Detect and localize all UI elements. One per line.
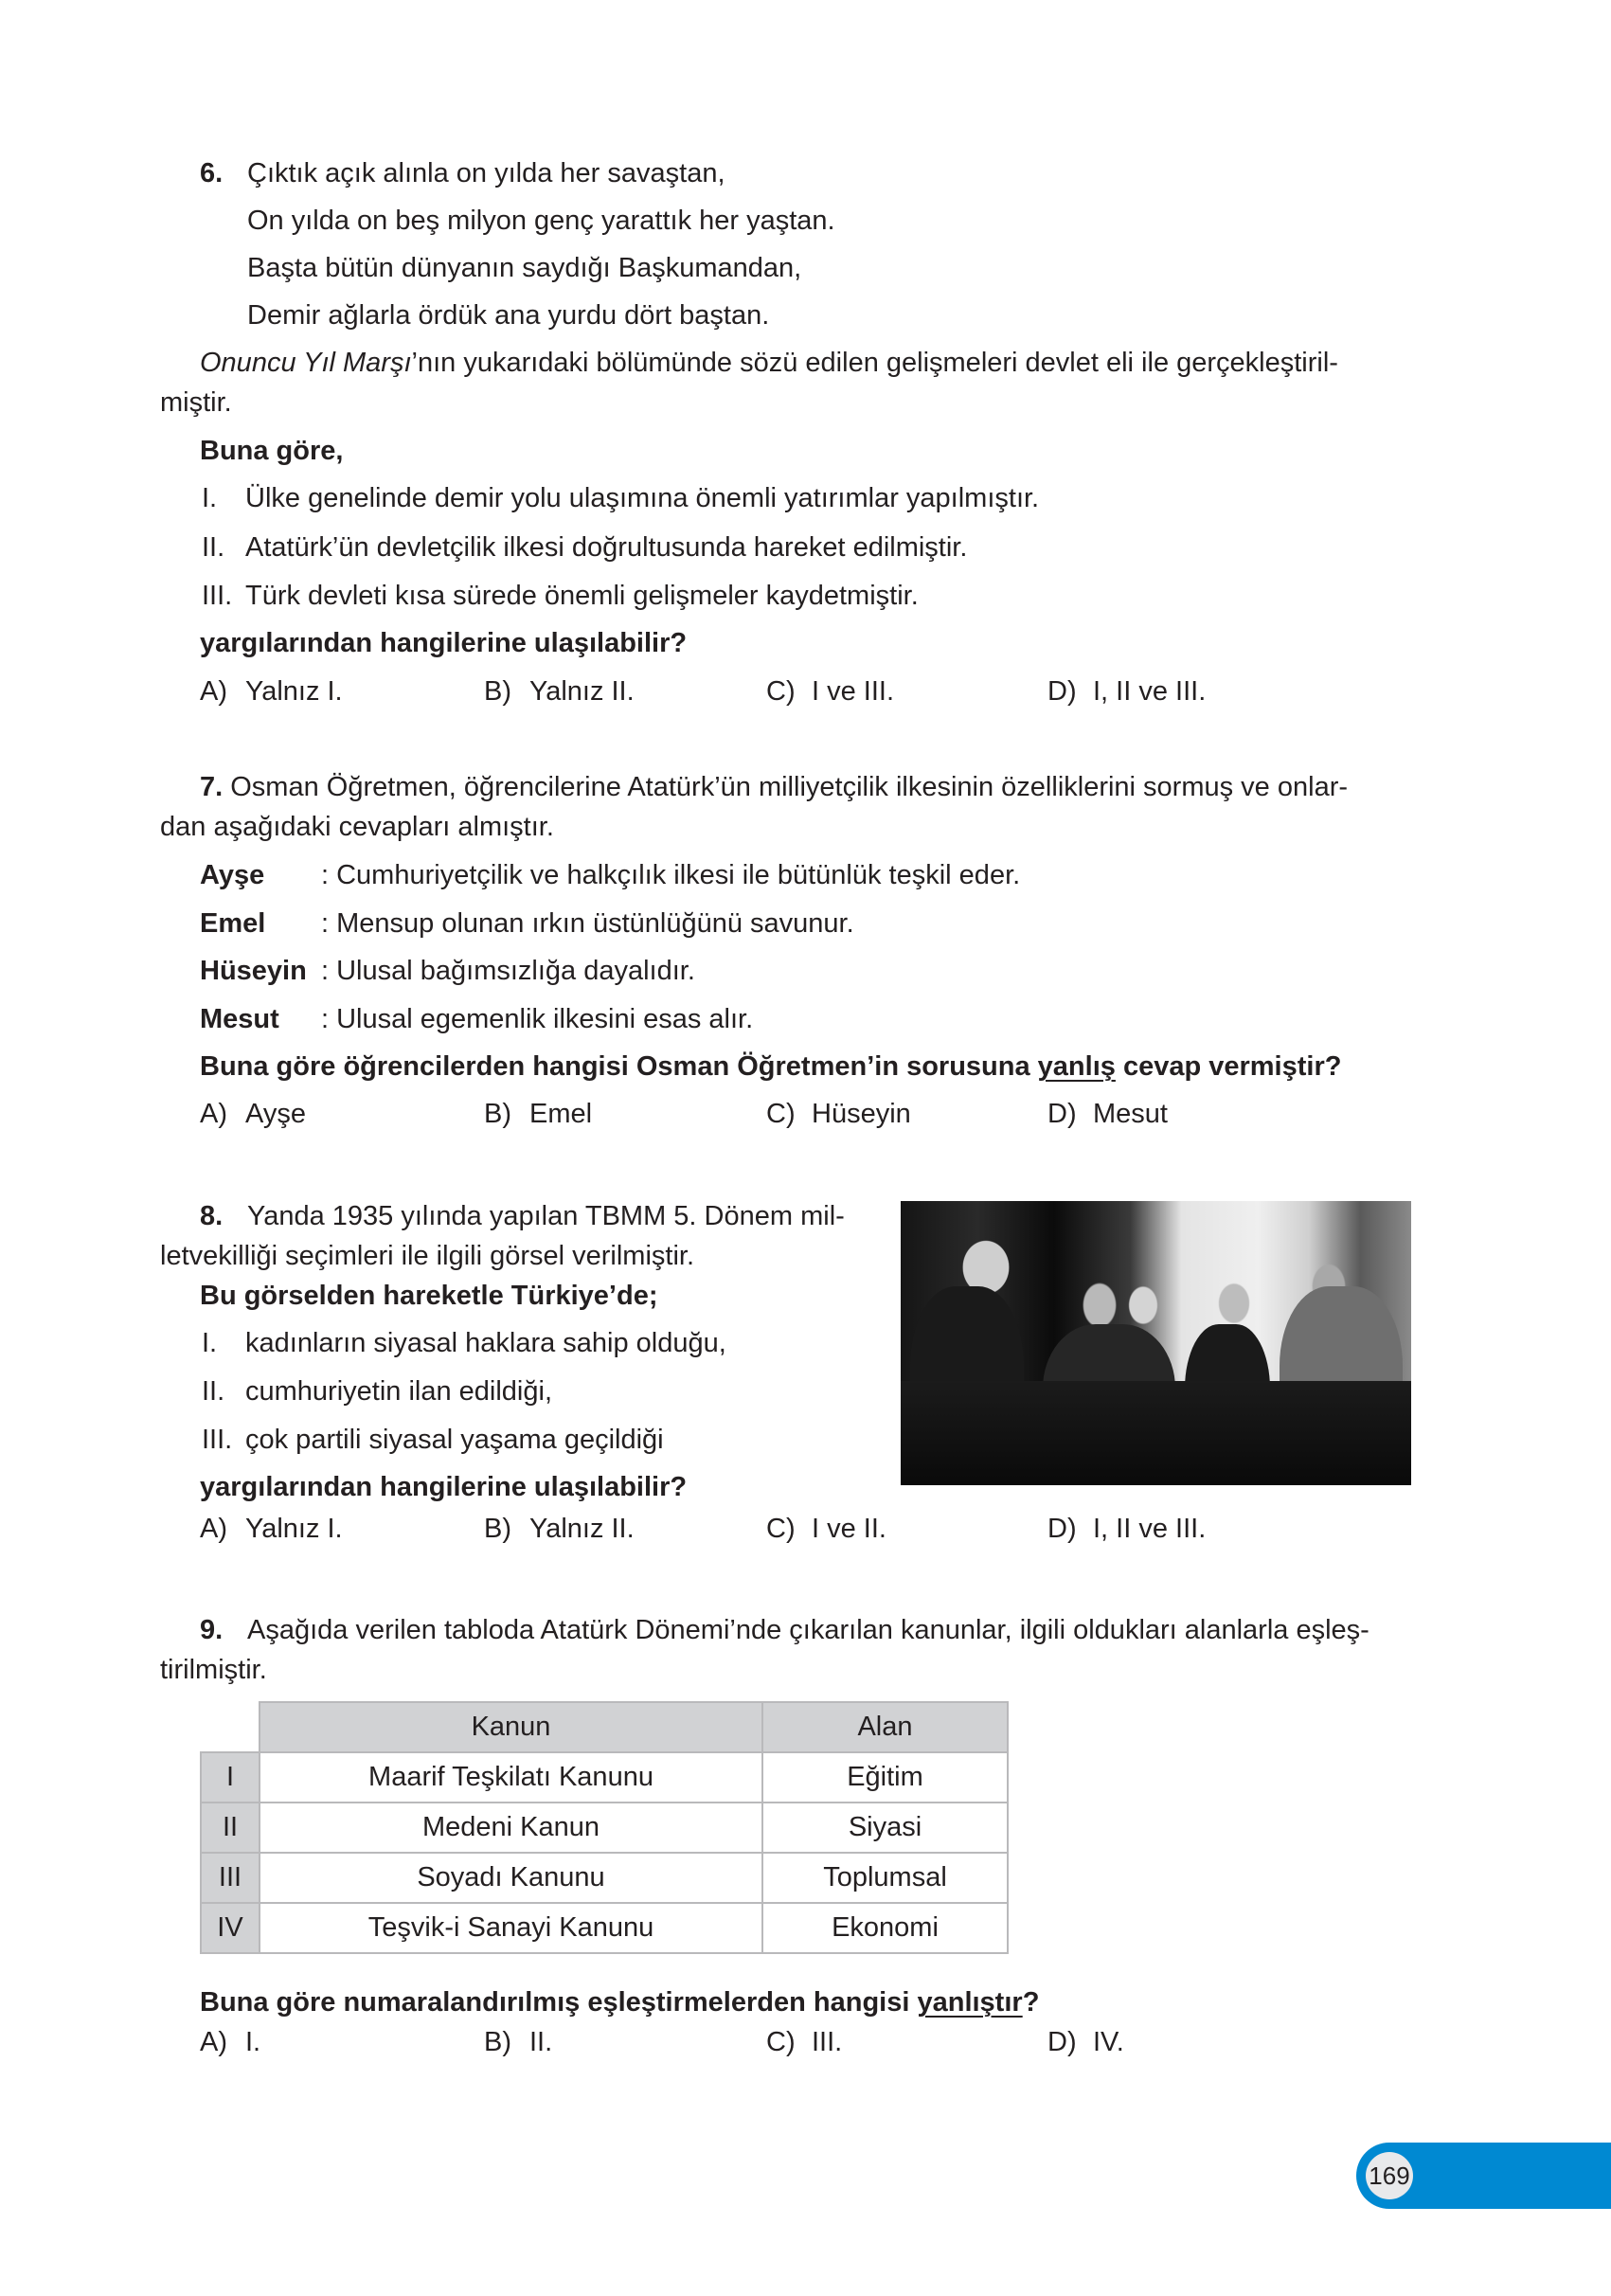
q9-question: Buna göre numaralandırılmış eşleştirmelerden hangisi yanlıştır? [200, 1987, 1040, 2018]
q8-statement-3: III. çok partili siyasal yaşama geçildiği [202, 1425, 664, 1455]
q6-poem-line-2: On yılda on beş milyon genç yarattık her yaştan. [247, 206, 835, 236]
q8-statement-1: I. kadınların siyasal haklara sahip olduğu, [202, 1328, 726, 1358]
q7-option-b[interactable]: B) Emel [484, 1099, 593, 1129]
q7-answer-emel: Emel : Mensup olunan ırkın üstünlüğünü savunur. [200, 908, 854, 939]
q6-option-c[interactable]: C) I ve III. [766, 676, 895, 707]
row-number: I [201, 1752, 260, 1803]
q8-option-d[interactable]: D) I, II ve III. [1047, 1514, 1207, 1544]
q9-option-c[interactable]: C) III. [766, 2027, 843, 2057]
q8-intro-line-1: 8. Yanda 1935 yılında yapılan TBMM 5. Dönem mil- [200, 1201, 845, 1231]
q7-intro-line-1: 7. Osman Öğretmen, öğrencilerine Atatürk’ün milliyetçilik ilkesinin özelliklerini sormuş ve onlar- [200, 772, 1349, 802]
q9-intro-line-1: 9. Aşağıda verilen tabloda Atatürk Dönemi’nde çıkarılan kanunlar, ilgili oldukları alanlarla eşleş- [200, 1615, 1369, 1645]
kanun-cell: Maarif Teşkilatı Kanunu [260, 1752, 762, 1803]
q8-question: yargılarından hangilerine ulaşılabilir? [200, 1472, 688, 1502]
row-number: IV [201, 1903, 260, 1953]
table-header-row [201, 1702, 1008, 1752]
q9-option-b[interactable]: B) II. [484, 2027, 553, 2057]
kanun-cell: Soyadı Kanunu [260, 1853, 762, 1903]
kanun-cell: Teşvik-i Sanayi Kanunu [260, 1903, 762, 1953]
q8-lead: Bu görselden hareketle Türkiye’de; [200, 1281, 658, 1311]
q6-intro-line-2: miştir. [160, 387, 232, 418]
column-header-alan: Alan [762, 1702, 1008, 1752]
q6-statement-3: III. Türk devleti kısa sürede önemli gelişmeler kaydetmiştir. [202, 581, 919, 611]
row-number: III [201, 1853, 260, 1903]
alan-cell: Ekonomi [762, 1903, 1008, 1953]
alan-cell: Siyasi [762, 1803, 1008, 1853]
q9-intro-line-2: tirilmiştir. [160, 1655, 267, 1685]
q6-option-d[interactable]: D) I, II ve III. [1047, 676, 1207, 707]
q6-statement-2: II. Atatürk’ün devletçilik ilkesi doğrultusunda hareket edilmiştir. [202, 532, 968, 563]
q8-option-b[interactable]: B) Yalnız II. [484, 1514, 635, 1544]
table-row [201, 1803, 1008, 1853]
column-header-kanun: Kanun [260, 1702, 762, 1752]
q8-option-c[interactable]: C) I ve II. [766, 1514, 886, 1544]
q8-option-a[interactable]: A) Yalnız I. [200, 1514, 343, 1544]
q7-option-d[interactable]: D) Mesut [1047, 1099, 1168, 1129]
q6-question: yargılarından hangilerine ulaşılabilir? [200, 628, 688, 658]
q8-intro-line-2: letvekilliği seçimleri ile ilgili görsel verilmiştir. [160, 1241, 695, 1271]
row-number: II [201, 1803, 260, 1853]
q6-song-title: Onuncu Yıl Marşı [200, 348, 412, 378]
q6-poem-line-1: 6. Çıktık açık alınla on yılda her savaştan, [200, 158, 725, 188]
q6-poem-line-3: Başta bütün dünyanın saydığı Başkumandan, [247, 253, 802, 283]
q9-option-d[interactable]: D) IV. [1047, 2027, 1124, 2057]
q6-option-a[interactable]: A) Yalnız I. [200, 676, 343, 707]
laws-table [200, 1701, 1009, 1954]
table-corner [201, 1702, 260, 1752]
alan-cell: Eğitim [762, 1752, 1008, 1803]
q7-option-c[interactable]: C) Hüseyin [766, 1099, 911, 1129]
q7-answer-huseyin: Hüseyin : Ulusal bağımsızlığa dayalıdır. [200, 956, 695, 986]
q7-answer-mesut: Mesut : Ulusal egemenlik ilkesini esas alır. [200, 1004, 754, 1034]
table-row [201, 1853, 1008, 1903]
q7-answer-ayse: Ayşe : Cumhuriyetçilik ve halkçılık ilkesi ile bütünlük teşkil eder. [200, 860, 1021, 890]
election-photo [901, 1201, 1411, 1485]
page-number: 169 [1366, 2152, 1413, 2199]
q6-intro-line-1: Onuncu Yıl Marşı’nın yukarıdaki bölümünde sözü edilen gelişmeleri devlet eli ile gerçekleştiril- [200, 348, 1338, 378]
q9-underlined-word: yanlıştır [917, 1987, 1023, 2018]
q7-number: 7. [200, 772, 224, 802]
table-row [201, 1903, 1008, 1953]
table-row [201, 1752, 1008, 1803]
alan-cell: Toplumsal [762, 1853, 1008, 1903]
q6-option-b[interactable]: B) Yalnız II. [484, 676, 635, 707]
q6-lead: Buna göre, [200, 436, 344, 466]
q9-number: 9. [200, 1615, 224, 1645]
q7-intro-line-2: dan aşağıdaki cevapları almıştır. [160, 812, 554, 842]
ballot-table [901, 1381, 1411, 1485]
q8-statement-2: II. cumhuriyetin ilan edildiği, [202, 1376, 552, 1407]
q7-underlined-word: yanlış [1037, 1051, 1116, 1082]
q6-number: 6. [200, 158, 224, 188]
q6-poem-line-4: Demir ağlarla ördük ana yurdu dört baştan. [247, 300, 770, 331]
q6-statement-1: I. Ülke genelinde demir yolu ulaşımına önemli yatırımlar yapılmıştır. [202, 483, 1040, 513]
q7-question: Buna göre öğrencilerden hangisi Osman Öğretmen’in sorusuna yanlış cevap vermiştir? [200, 1051, 1342, 1082]
q7-option-a[interactable]: A) Ayşe [200, 1099, 306, 1129]
q8-number: 8. [200, 1201, 224, 1231]
q9-option-a[interactable]: A) I. [200, 2027, 261, 2057]
kanun-cell: Medeni Kanun [260, 1803, 762, 1853]
